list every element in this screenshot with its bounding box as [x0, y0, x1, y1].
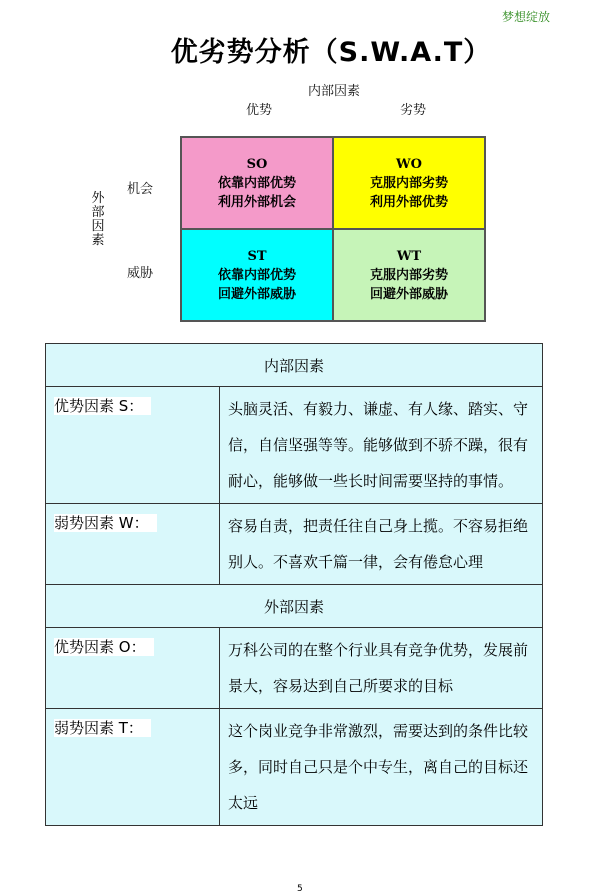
strength-row-label	[46, 387, 220, 504]
page-number: 5	[297, 884, 303, 894]
quadrant-wo-line2: 利用外部优势	[369, 194, 448, 210]
quadrant-wt-line1: 克服内部劣势	[369, 267, 448, 283]
table-section-row	[46, 585, 543, 628]
quadrant-st-line2: 回避外部威胁	[217, 286, 296, 302]
quadrant-st-code: ST	[247, 248, 267, 264]
quadrant-so-line2: 利用外部机会	[217, 194, 296, 210]
external-factors-header: 外部因素	[46, 585, 543, 628]
table-row	[46, 387, 543, 504]
strength-row-text: 头脑灵活、有毅力、谦虚、有人缘、踏实、守信，自信坚强等等。能够做到不骄不躁，很有耐心，能够做一些长时间需要坚持的事情。	[220, 387, 543, 504]
quadrant-so-code: SO	[246, 156, 268, 172]
strength-row-label-text: 优势因素 S：	[54, 397, 151, 415]
table-row	[46, 709, 543, 826]
weakness-label: 劣势	[400, 103, 427, 118]
quadrant-st-line1: 依靠内部优势	[217, 267, 296, 283]
quadrant-wo	[333, 137, 485, 229]
internal-factors-label: 内部因素	[308, 84, 361, 99]
quadrant-wt-code: WT	[396, 248, 422, 264]
table-section-row	[46, 344, 543, 387]
quadrant-so	[181, 137, 333, 229]
brand-label: 梦想绽放	[501, 10, 550, 24]
opportunity-row-text: 万科公司的在整个行业具有竞争优势，发展前景大，容易达到自己所要求的目标	[220, 628, 543, 709]
factors-table	[45, 343, 543, 826]
swot-matrix	[180, 136, 486, 322]
strength-label: 优势	[246, 103, 273, 118]
internal-factors-header: 内部因素	[46, 344, 543, 387]
table-row	[46, 504, 543, 585]
weakness-row-label-text: 弱势因素 W：	[54, 514, 157, 532]
opportunity-row-label	[46, 628, 220, 709]
threat-row-label-text: 弱势因素 T：	[54, 719, 151, 737]
quadrant-wo-line1: 克服内部劣势	[369, 175, 448, 191]
quadrant-wo-code: WO	[396, 156, 422, 172]
opportunity-row-label-text: 优势因素 O：	[54, 638, 154, 656]
quadrant-wt	[333, 229, 485, 321]
threat-row-label	[46, 709, 220, 826]
weakness-row-text: 容易自责，把责任往自己身上揽。不容易拒绝别人。不喜欢千篇一律，会有倦怠心理	[220, 504, 543, 585]
external-factors-label: 外部因素	[91, 191, 105, 248]
threat-row-text: 这个岗业竞争非常激烈，需要达到的条件比较多，同时自己只是个中专生，离自己的目标还太远	[220, 709, 543, 826]
quadrant-st	[181, 229, 333, 321]
weakness-row-label	[46, 504, 220, 585]
page-title: 优劣势分析（S.W.A.T）	[170, 37, 492, 68]
quadrant-wt-line2: 回避外部威胁	[369, 286, 448, 302]
table-row	[46, 628, 543, 709]
threat-label: 威胁	[127, 266, 154, 281]
quadrant-so-line1: 依靠内部优势	[217, 175, 296, 191]
opportunity-label: 机会	[127, 182, 154, 197]
